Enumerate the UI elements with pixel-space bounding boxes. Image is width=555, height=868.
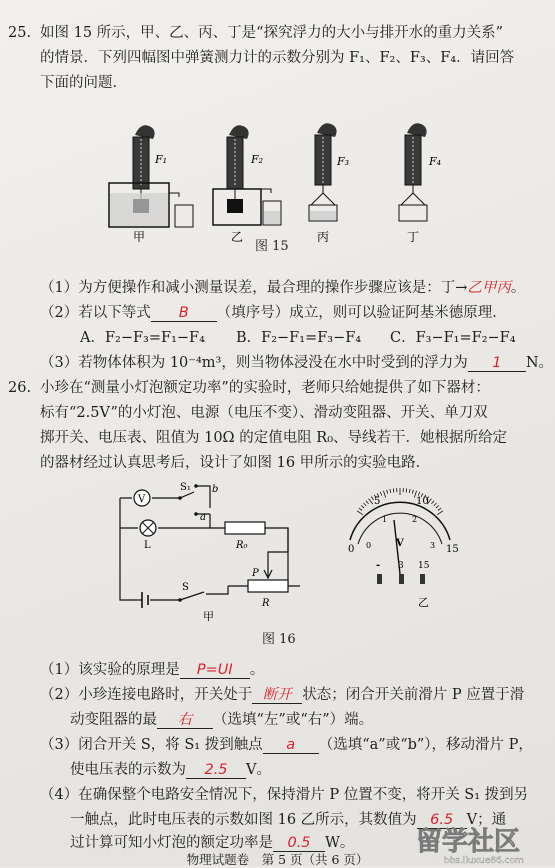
q25-part2-answer: B xyxy=(151,305,217,322)
q26-number: 26. xyxy=(8,378,31,398)
circuit-label-l: L xyxy=(144,540,151,551)
q26-part4-line1: （4）在确保整个电路安全情况下，保持滑片 P 位置不变，将开关 S₁ 拨到另 xyxy=(40,785,528,805)
q25-intro-line2: 的情景．下列四幅图中弹簧测力计的示数分别为 F₁、F₂、F₃、F₄．请回答 xyxy=(40,48,514,68)
figure-16-caption: 图 16 xyxy=(262,628,296,647)
q26-part3-line2-answer: 2.5 xyxy=(186,762,246,779)
terminal-post xyxy=(377,574,382,584)
q26-part3-answer: a xyxy=(263,737,319,754)
terminal-post xyxy=(399,574,404,584)
force-label-f1: F₁ xyxy=(154,153,167,166)
q25-part1-answer: 乙甲丙 xyxy=(467,280,511,296)
q25-intro-line3: 下面的问题． xyxy=(40,73,127,93)
scale-outer-10: 10 xyxy=(416,496,429,507)
q25-part3-answer: 1 xyxy=(468,355,526,372)
fig15-setup-bing xyxy=(309,123,337,221)
q26-part2-answer: 断开 xyxy=(252,687,302,704)
circuit-label-r: R xyxy=(261,598,270,609)
terminal-minus: - xyxy=(376,560,380,571)
fig15-label-ding: 丁 xyxy=(407,230,419,244)
q26-part4-line2: 一触点，此时电压表的示数如图 16 乙所示，其数值为 6.5 V；通 xyxy=(70,810,506,830)
scale-inner-3: 3 xyxy=(430,541,435,550)
watermark-url: bbs.liuxue86.com xyxy=(444,856,524,866)
scale-outer-5: 5 xyxy=(374,496,380,507)
fig15-setup-ding xyxy=(399,123,427,221)
terminal-post xyxy=(420,574,425,584)
meter-unit: V xyxy=(395,538,404,549)
rheostat-r xyxy=(248,580,288,592)
circuit-label-v: V xyxy=(137,494,146,505)
q26-part4-line2-answer: 6.5 xyxy=(417,812,467,829)
q26-intro-line3: 掷开关、电压表、阻值为 10Ω 的定值电阻 R₀、导线若干．她根据所给定 xyxy=(40,428,507,448)
q26-part3: （3）闭合开关 S，将 S₁ 拨到触点 a （选填“a”或“b”），移动滑片 P， xyxy=(40,735,533,755)
terminal-3: 3 xyxy=(398,561,404,571)
watermark-logo-text: 留学社区 xyxy=(416,827,520,857)
force-label-f4: F₄ xyxy=(428,155,441,168)
fig15-label-bing: 丙 xyxy=(317,230,329,244)
battery-symbol xyxy=(142,592,148,608)
q26-part2-line2-answer: 右 xyxy=(157,712,213,729)
terminal-15: 15 xyxy=(418,561,430,571)
scale-outer-0: 0 xyxy=(348,544,354,555)
scale-outer-15: 15 xyxy=(446,544,459,555)
circuit-label-s: S xyxy=(182,582,189,593)
q26-intro-line1: 小珍在“测量小灯泡额定功率”的实验时，老师只给她提供了如下器材： xyxy=(40,378,490,398)
q25-intro-line1: 如图 15 所示，甲、乙、丙、丁是“探究浮力的大小与排开水的重力关系” xyxy=(40,23,503,43)
circuit-label-a: a xyxy=(200,512,206,523)
q26-part2: （2）小珍连接电路时，开关处于 断开 状态；闭合开关前滑片 P 应置于滑 xyxy=(40,685,524,705)
q25-number: 25. xyxy=(8,23,31,43)
q26-intro-line4: 的器材经过认真思考后，设计了如图 16 甲所示的实验电路． xyxy=(40,453,430,473)
q25-part3: （3）若物体体积为 10⁻⁴m³，则当物体浸没在水中时受到的浮力为 1 N。 xyxy=(40,353,553,373)
circuit-label-p: P xyxy=(251,568,259,579)
force-label-f2: F₂ xyxy=(250,153,263,166)
fig15-setup-jia xyxy=(109,125,193,227)
q26-part1: （1）该实验的原理是 P=UI 。 xyxy=(40,660,264,680)
q26-part2-line2: 动变阻器的最 右 （选填“左”或“右”）端。 xyxy=(70,710,373,730)
scale-inner-0: 0 xyxy=(366,541,371,550)
q25-part2: （2）若以下等式 B （填序号）成立，则可以验证阿基米德原理． xyxy=(40,303,507,323)
q26-part3-line2: 使电压表的示数为 2.5 V。 xyxy=(70,760,271,780)
watermark-logo xyxy=(410,820,555,866)
circuit-label-b: b xyxy=(212,484,218,495)
q26-part1-answer: P=UI xyxy=(180,662,250,679)
force-label-f3: F₃ xyxy=(336,155,349,168)
q25-option-b: B．F₂−F₁=F₃−F₄ xyxy=(236,328,361,348)
q26-intro-line2: 标有“2.5V”的小灯泡、电源（电压不变）、滑动变阻器、开关、单刀双 xyxy=(40,403,488,423)
circuit-label-r0: R₀ xyxy=(235,540,248,551)
figure-16 xyxy=(100,482,500,622)
q26-part4-line3-answer: 0.5 xyxy=(273,835,325,852)
scale-inner-1: 1 xyxy=(382,515,387,524)
q25-part1: （1）为方便操作和减小测量误差，最合理的操作步骤应该是：丁→乙甲丙。 xyxy=(40,278,525,298)
q25-option-c: C．F₃−F₁=F₂−F₄ xyxy=(390,328,516,348)
fig16-label-jia: 甲 xyxy=(203,610,214,622)
fig16-label-yi: 乙 xyxy=(418,596,429,609)
fig15-label-jia: 甲 xyxy=(133,230,145,244)
fig15-setup-yi xyxy=(213,125,281,225)
q25-option-a: A．F₂−F₃=F₁−F₄ xyxy=(80,328,205,348)
figure-15 xyxy=(95,105,475,245)
fig15-label-yi: 乙 xyxy=(231,230,243,244)
scale-inner-2: 2 xyxy=(412,515,417,524)
resistor-r0 xyxy=(225,522,265,534)
circuit-label-s1: S₁ xyxy=(180,482,191,493)
page-footer: 物理试题卷 第 5 页（共 6 页） xyxy=(0,850,555,868)
figure-15-caption: 图 15 xyxy=(255,235,289,254)
q26-part4-line3: 过计算可知小灯泡的额定功率是 0.5 W。 xyxy=(70,833,354,853)
